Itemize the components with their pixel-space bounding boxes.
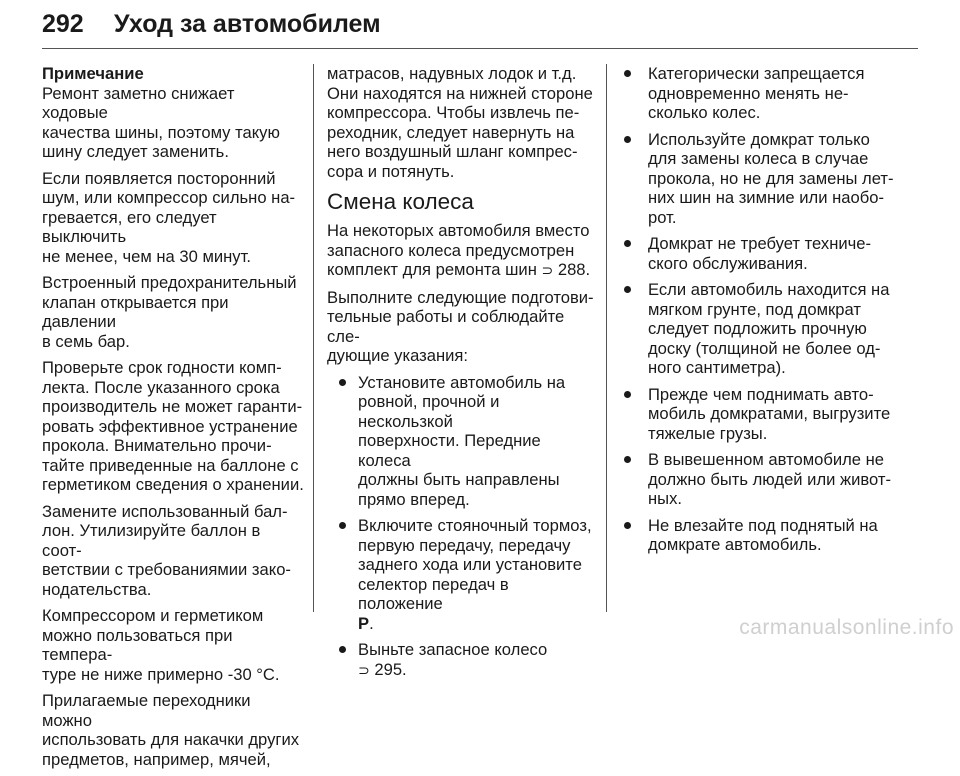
bullet-icon bbox=[339, 522, 346, 529]
page-title: Уход за автомобилем bbox=[114, 10, 381, 38]
paragraph: матрасов, надувных лодок и т.д. Они находятся на нижней стороне компрессора. Чтобы извлечь пе- реходник, следует навернуть на него воздушный шланг компрес- сора и потянуть. bbox=[327, 64, 593, 181]
paragraph: Замените использованный бал- лон. Утилизируйте баллон в соот- ветствии с требованиямии зако- нодательства. bbox=[42, 501, 291, 599]
bullet-icon bbox=[624, 456, 631, 463]
paragraph: Проверьте срок годности комп- лекта. После указанного срока производитель не может гаранти- ровать эффективное устранение прокола. Внимательно прочи- тайте приведенные на баллоне с герметиком сведения о хранении. bbox=[42, 358, 304, 494]
page-ref-link[interactable]: 288. bbox=[557, 260, 591, 279]
list-item bbox=[620, 516, 896, 555]
note-title: Примечание bbox=[42, 64, 144, 83]
column-divider-2 bbox=[606, 64, 607, 612]
warning-list bbox=[620, 64, 896, 555]
bullet-icon bbox=[624, 240, 631, 247]
intro-paragraph bbox=[327, 221, 595, 281]
list-item bbox=[620, 280, 896, 378]
instructions-paragraph: Выполните следующие подготови- тельные работы и соблюдайте сле- дующие указания: bbox=[327, 287, 594, 365]
list-item bbox=[327, 640, 595, 680]
list-item-text: Категорически запрещается одновременно менять не- сколько колес. bbox=[648, 64, 865, 122]
bullet-icon bbox=[624, 286, 631, 293]
page-ref-icon: ⊃ bbox=[541, 262, 554, 278]
list-item-text: Включите стояночный тормоз, первую передачу, передачу заднего хода или установите селектор передач в положение bbox=[358, 516, 592, 613]
column-divider-1 bbox=[313, 64, 314, 612]
bullet-icon bbox=[624, 391, 631, 398]
list-item bbox=[620, 450, 896, 509]
header-rule bbox=[42, 48, 918, 49]
list-item bbox=[327, 373, 595, 510]
page-ref-icon: ⊃ bbox=[358, 661, 370, 678]
list-item-text: В вывешенном автомобиле не должно быть людей или живот- ных. bbox=[648, 450, 891, 508]
page-ref-link[interactable]: 295. bbox=[374, 659, 407, 679]
section-heading: Смена колеса bbox=[327, 189, 474, 214]
column-3 bbox=[620, 64, 896, 562]
bullet-icon bbox=[624, 70, 631, 77]
paragraph: Если появляется посторонний шум, или компрессор сильно на- гревается, его следует выключить не менее, чем на 30 минут. bbox=[42, 168, 296, 266]
list-item-text: Установите автомобиль на ровной, прочной и нескользкой поверхности. Передние колеса должны быть направлены прямо вперед. bbox=[358, 372, 566, 509]
list-item bbox=[620, 385, 896, 444]
list-item-text: Используйте домкрат только для замены колеса в случае прокола, но не для замены лет- них шин на зимние или наобо- рот. bbox=[648, 129, 894, 227]
column-2 bbox=[327, 64, 595, 687]
gear-period: . bbox=[369, 613, 374, 633]
list-item-text: Если автомобиль находится на мягком грунте, под домкрат следует подложить прочную доску (толщиной не более од- ного сантиметра). bbox=[648, 280, 890, 377]
watermark: carmanualsonline.info bbox=[739, 616, 954, 639]
bullet-icon bbox=[339, 379, 346, 386]
list-item bbox=[620, 64, 896, 123]
list-item-text: Домкрат не требует техниче- ского обслуживания. bbox=[648, 234, 872, 273]
bullet-icon bbox=[339, 646, 346, 653]
paragraph: Ремонт заметно снижает ходовые качества шины, поэтому такую шину следует заменить. bbox=[42, 83, 280, 161]
intro-text: На некоторых автомобиля вместо запасного колеса предусмотрен комплект для ремонта шин bbox=[327, 221, 590, 279]
bullet-icon bbox=[624, 136, 631, 143]
page-number: 292 bbox=[42, 10, 84, 38]
gear-position-p: P bbox=[358, 613, 370, 633]
list-item-text: Прежде чем поднимать авто- мобиль домкратами, выгрузите тяжелые грузы. bbox=[648, 384, 891, 443]
paragraph: Встроенный предохранительный клапан открывается при давлении в семь бар. bbox=[42, 273, 297, 351]
list-item bbox=[620, 234, 896, 273]
paragraph: Компрессором и герметиком можно пользоваться при темпера- туре не ниже примерно -30 °C. bbox=[42, 606, 280, 684]
bullet-icon bbox=[624, 522, 631, 529]
page-header bbox=[42, 10, 381, 39]
list-item-text: Выньте запасное колесо bbox=[358, 640, 548, 659]
paragraph: Прилагаемые переходники можно использовать для накачки других предметов, например, мячей, bbox=[42, 691, 300, 769]
preparation-list bbox=[327, 373, 595, 681]
list-item-text: Не влезайте под поднятый на домкрате автомобиль. bbox=[648, 515, 878, 554]
list-item bbox=[327, 516, 595, 633]
column-1 bbox=[42, 64, 304, 776]
list-item bbox=[620, 130, 896, 228]
